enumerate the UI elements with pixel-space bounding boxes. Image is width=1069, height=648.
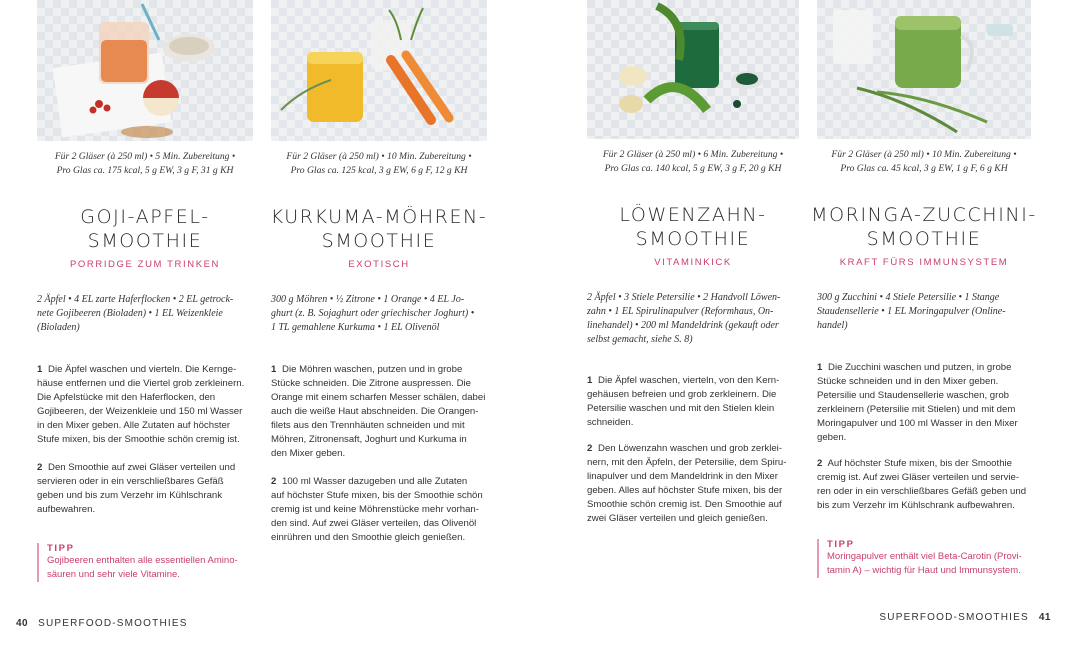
step-1: 1 Die Äpfel waschen und vierteln. Die Kernge- häuse entfernen und die Viertel grob zerkleinern. Die Apfelstücke mit den Haferflocken, den Gojibeeren, der Weizenkleie und 150 ml Wasser in den Mixer geben. Alle Zutaten auf höchster Stufe mixen, bis der Smoothie schön cremig ist. <box>37 364 245 445</box>
moringa-smoothie-photo <box>817 0 1031 139</box>
step-2: 2 Auf höchster Stufe mixen, bis der Smoothie cremig ist. Auf zwei Gläser verteilen und servie- ren oder in ein verschließbares Gefäß geben und bis zum Verzehr im Kühlschrank aufbewahren. <box>817 458 1027 511</box>
goji-smoothie-photo <box>37 0 253 141</box>
ingredients: 2 Äpfel • 4 EL zarte Haferflocken • 2 EL getrock- nete Gojibeeren (Bioladen) • 1 EL Weizenkleie (Bioladen) <box>37 294 234 333</box>
recipe-meta: Für 2 Gläser (à 250 ml) • 5 Min. Zubereitung • Pro Glas ca. 175 kcal, 5 g EW, 3 g F, 31 g KH <box>54 151 236 176</box>
recipe-subtitle: KRAFT FÜRS IMMUNSYSTEM <box>839 257 1009 268</box>
step-2: 2 100 ml Wasser dazugeben und alle Zutaten auf höchster Stufe mixen, bis der Smoothie schön cremig ist und keine Möhrenstücke mehr vorhan- den sind. Auf zwei Gläser verteilen, das Olivenöl einrühren und den Smoothie gleich genießen. <box>271 476 483 543</box>
tip-box: TIPP Moringapulver enthält viel Beta-Carotin (Provi- tamin A) – wichtig für Haut und Immunsystem. <box>817 539 1041 578</box>
recipe-title: MORINGA-ZUCCHINI- SMOOTHIE <box>811 204 1037 250</box>
loewenzahn-smoothie-photo <box>587 0 799 139</box>
recipe-title: GOJI-APFEL- SMOOTHIE <box>80 206 210 252</box>
ingredients: 300 g Möhren • ½ Zitrone • 1 Orange • 4 EL Jo- ghurt (z. B. Sojaghurt oder griechischer Joghurt) • 1 TL gemahlene Kurkuma • 1 EL Olivenöl <box>271 294 475 333</box>
recipe-subtitle: EXOTISCH <box>348 259 410 270</box>
tip-box: TIPP Gojibeeren enthalten alle essentiellen Amino- säuren und sehr viele Vitamine. <box>37 543 259 582</box>
ingredients: 300 g Zucchini • 4 Stiele Petersilie • 1 Stange Staudensellerie • 1 EL Moringapulver (Online- handel) <box>817 292 1006 331</box>
running-head: SUPERFOOD-SMOOTHIES <box>38 618 188 629</box>
recipe-subtitle: VITAMINKICK <box>654 257 732 268</box>
step-2: 2 Den Löwenzahn waschen und grob zerklei- nern, mit den Äpfeln, der Petersilie, dem Spiru- linapulver und dem Mandeldrink in den Mixer geben. Alles auf höchster Stufe mixen, bis der Smoothie schön cremig ist. Den Smoothie auf zwei Gläser verteilen und gleich genießen. <box>587 443 787 524</box>
recipe-title: KURKUMA-MÖHREN- SMOOTHIE <box>270 206 488 252</box>
recipe-subtitle: PORRIDGE ZUM TRINKEN <box>69 259 221 270</box>
running-head: SUPERFOOD-SMOOTHIES <box>879 612 1029 623</box>
step-1: 1 Die Zucchini waschen und putzen, in grobe Stücke schneiden und in den Mixer geben. Petersilie und Staudensellerie waschen, grob zerkleinern (Petersilie mit Stielen) und mit dem Moringapulver und 100 ml Wasser in den Mixer geben. <box>817 362 1018 443</box>
ingredients: 2 Äpfel • 3 Stiele Petersilie • 2 Handvoll Löwen- zahn • 1 EL Spirulinapulver (Reformhaus, On- linehandel) • 200 ml Mandeldrink (gekauft oder selbst gemacht, siehe S. 8) <box>587 292 781 345</box>
recipe-title: LÖWENZAHN- SMOOTHIE <box>619 204 767 250</box>
recipe-meta: Für 2 Gläser (à 250 ml) • 10 Min. Zubereitung • Pro Glas ca. 45 kcal, 3 g EW, 1 g F, 6 g KH <box>831 149 1017 174</box>
footer-right <box>879 612 1051 623</box>
tip-label: TIPP <box>827 539 855 550</box>
page-number: 41 <box>1038 612 1051 623</box>
page-number: 40 <box>16 618 29 629</box>
recipe-meta: Für 2 Gläser (à 250 ml) • 10 Min. Zubereitung • Pro Glas ca. 125 kcal, 3 g EW, 6 g F, 12 g KH <box>286 151 472 176</box>
tip-label: TIPP <box>47 543 75 554</box>
footer-left <box>16 618 188 629</box>
recipe-meta: Für 2 Gläser (à 250 ml) • 6 Min. Zubereitung • Pro Glas ca. 140 kcal, 5 g EW, 3 g F, 20 g KH <box>602 149 784 174</box>
step-1: 1 Die Äpfel waschen, vierteln, von den Kern- gehäusen befreien und grob zerkleinern. Die Petersilie waschen und mit den Stielen klein schneiden. <box>587 375 780 428</box>
step-1: 1 Die Möhren waschen, putzen und in grobe Stücke schneiden. Die Zitrone auspressen. Die Orange mit einem scharfen Messer schälen, dabei auch die weiße Haut abschneiden. Die Orangen- filets aus den Trennhäuten schneiden und mit Möhren, Zitronensaft, Joghurt und Kurkuma in den Mixer geben. <box>271 364 486 459</box>
kurkuma-smoothie-photo <box>271 0 487 141</box>
step-2: 2 Den Smoothie auf zwei Gläser verteilen und servieren oder in ein verschließbares Gefäß geben und bis zum Verzehr im Kühlschrank aufbewahren. <box>37 462 236 515</box>
